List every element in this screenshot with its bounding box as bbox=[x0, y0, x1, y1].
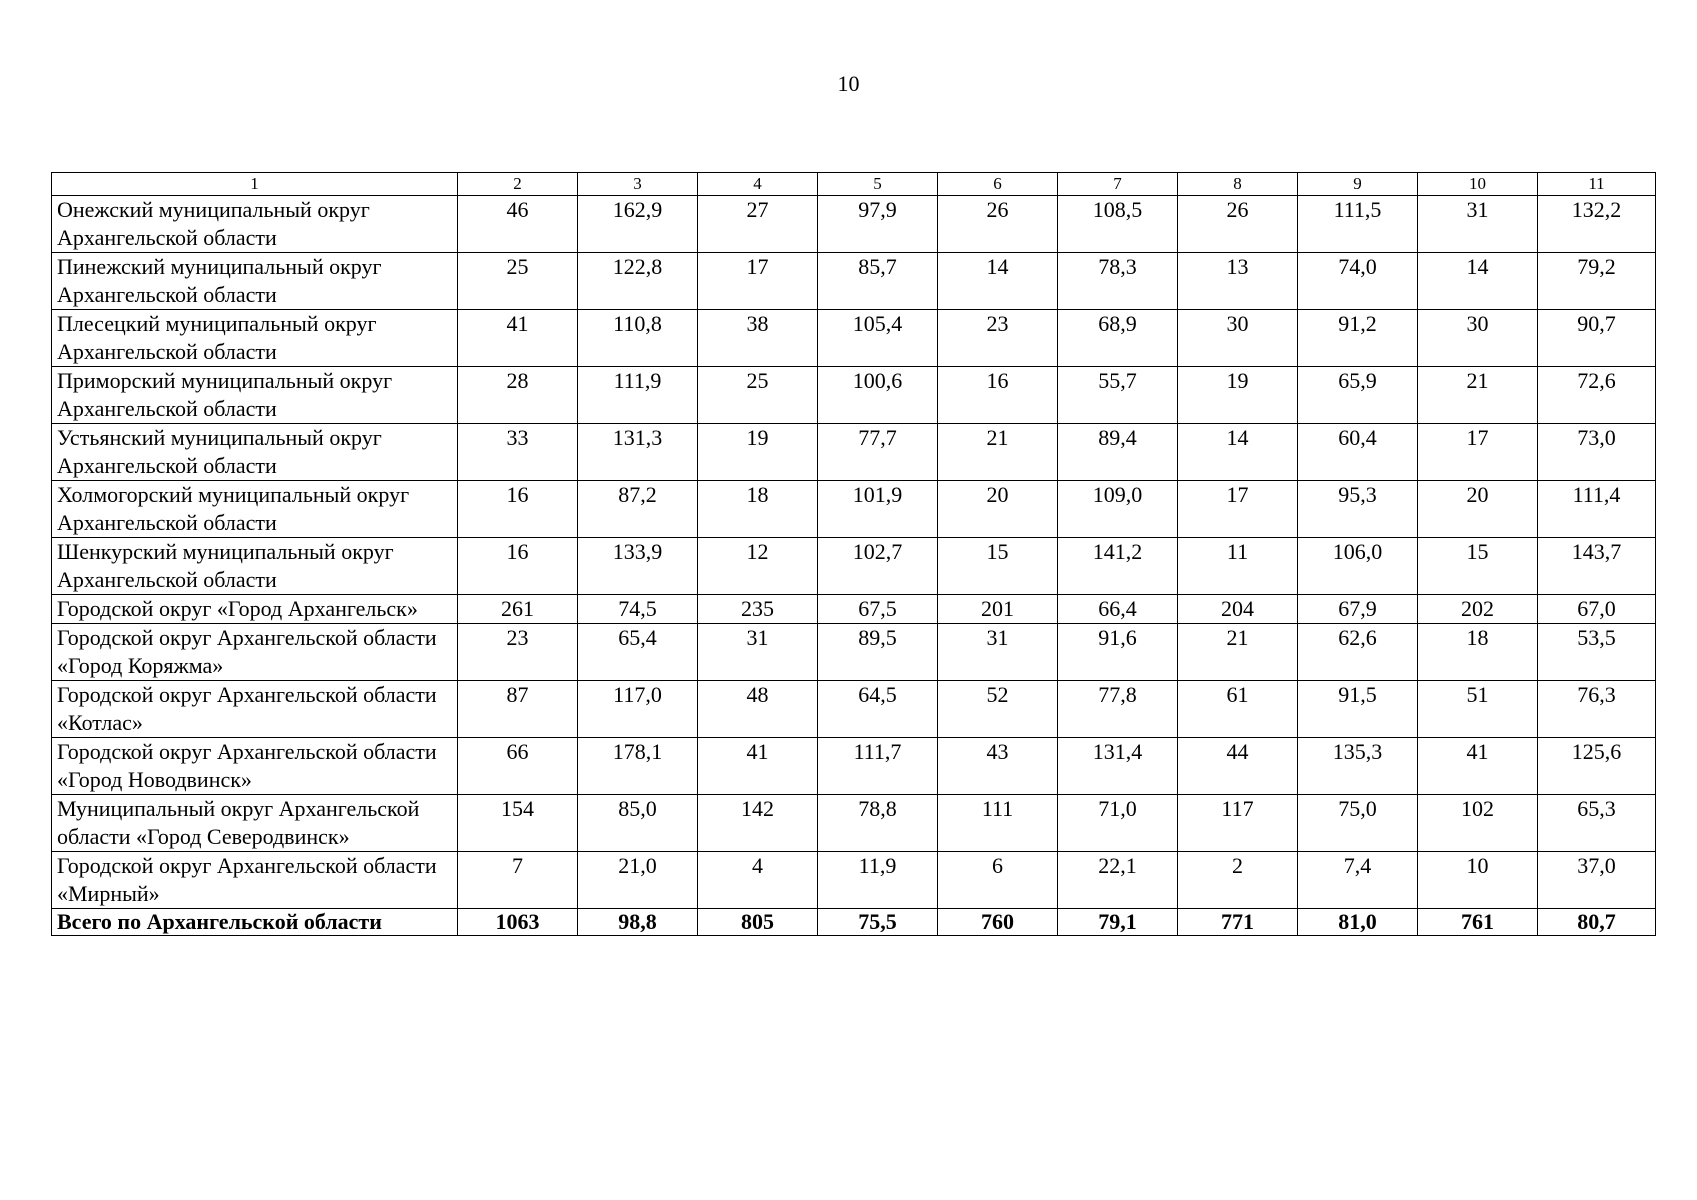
value-cell: 17 bbox=[1418, 424, 1538, 481]
value-cell: 15 bbox=[938, 538, 1058, 595]
value-cell: 68,9 bbox=[1058, 310, 1178, 367]
value-cell: 71,0 bbox=[1058, 795, 1178, 852]
value-cell: 16 bbox=[938, 367, 1058, 424]
value-cell: 21,0 bbox=[578, 852, 698, 909]
value-cell: 61 bbox=[1178, 681, 1298, 738]
value-cell: 66,4 bbox=[1058, 595, 1178, 624]
district-name: Городской округ Архангельской области «Котлас» bbox=[52, 681, 458, 738]
total-label: Всего по Архангельской области bbox=[52, 909, 458, 936]
table-row bbox=[52, 424, 1656, 481]
value-cell: 33 bbox=[458, 424, 578, 481]
value-cell: 20 bbox=[938, 481, 1058, 538]
district-name: Пинежский муниципальный округ Архангельской области bbox=[52, 253, 458, 310]
column-number: 7 bbox=[1058, 173, 1178, 196]
value-cell: 11 bbox=[1178, 538, 1298, 595]
district-name: Шенкурский муниципальный округ Архангельской области bbox=[52, 538, 458, 595]
value-cell: 78,8 bbox=[818, 795, 938, 852]
total-value-cell: 761 bbox=[1418, 909, 1538, 936]
value-cell: 16 bbox=[458, 481, 578, 538]
column-number: 3 bbox=[578, 173, 698, 196]
value-cell: 125,6 bbox=[1538, 738, 1656, 795]
value-cell: 28 bbox=[458, 367, 578, 424]
value-cell: 201 bbox=[938, 595, 1058, 624]
district-name: Онежский муниципальный округ Архангельской области bbox=[52, 196, 458, 253]
total-value-cell: 79,1 bbox=[1058, 909, 1178, 936]
column-number: 4 bbox=[698, 173, 818, 196]
total-value-cell: 75,5 bbox=[818, 909, 938, 936]
value-cell: 87 bbox=[458, 681, 578, 738]
value-cell: 14 bbox=[938, 253, 1058, 310]
table-body bbox=[52, 196, 1656, 936]
value-cell: 46 bbox=[458, 196, 578, 253]
value-cell: 65,4 bbox=[578, 624, 698, 681]
value-cell: 204 bbox=[1178, 595, 1298, 624]
table-row bbox=[52, 681, 1656, 738]
value-cell: 25 bbox=[698, 367, 818, 424]
total-value-cell: 760 bbox=[938, 909, 1058, 936]
value-cell: 19 bbox=[698, 424, 818, 481]
column-number: 10 bbox=[1418, 173, 1538, 196]
column-number-row bbox=[52, 173, 1656, 196]
value-cell: 66 bbox=[458, 738, 578, 795]
value-cell: 31 bbox=[938, 624, 1058, 681]
value-cell: 22,1 bbox=[1058, 852, 1178, 909]
value-cell: 53,5 bbox=[1538, 624, 1656, 681]
value-cell: 133,9 bbox=[578, 538, 698, 595]
value-cell: 30 bbox=[1178, 310, 1298, 367]
value-cell: 55,7 bbox=[1058, 367, 1178, 424]
district-name: Холмогорский муниципальный округ Архангельской области bbox=[52, 481, 458, 538]
value-cell: 48 bbox=[698, 681, 818, 738]
value-cell: 102,7 bbox=[818, 538, 938, 595]
column-number: 9 bbox=[1298, 173, 1418, 196]
value-cell: 135,3 bbox=[1298, 738, 1418, 795]
value-cell: 51 bbox=[1418, 681, 1538, 738]
value-cell: 78,3 bbox=[1058, 253, 1178, 310]
value-cell: 110,8 bbox=[578, 310, 698, 367]
value-cell: 117,0 bbox=[578, 681, 698, 738]
district-name: Городской округ Архангельской области «Мирный» bbox=[52, 852, 458, 909]
total-value-cell: 80,7 bbox=[1538, 909, 1656, 936]
value-cell: 31 bbox=[698, 624, 818, 681]
value-cell: 261 bbox=[458, 595, 578, 624]
table-row bbox=[52, 481, 1656, 538]
district-name: Муниципальный округ Архангельской области «Город Северодвинск» bbox=[52, 795, 458, 852]
table-row bbox=[52, 624, 1656, 681]
district-name: Городской округ «Город Архангельск» bbox=[52, 595, 458, 624]
value-cell: 17 bbox=[698, 253, 818, 310]
table-row bbox=[52, 253, 1656, 310]
value-cell: 202 bbox=[1418, 595, 1538, 624]
value-cell: 111,5 bbox=[1298, 196, 1418, 253]
value-cell: 109,0 bbox=[1058, 481, 1178, 538]
value-cell: 67,0 bbox=[1538, 595, 1656, 624]
value-cell: 72,6 bbox=[1538, 367, 1656, 424]
value-cell: 106,0 bbox=[1298, 538, 1418, 595]
value-cell: 41 bbox=[1418, 738, 1538, 795]
value-cell: 97,9 bbox=[818, 196, 938, 253]
value-cell: 89,4 bbox=[1058, 424, 1178, 481]
value-cell: 2 bbox=[1178, 852, 1298, 909]
value-cell: 21 bbox=[938, 424, 1058, 481]
district-name: Плесецкий муниципальный округ Архангельской области bbox=[52, 310, 458, 367]
value-cell: 89,5 bbox=[818, 624, 938, 681]
value-cell: 65,3 bbox=[1538, 795, 1656, 852]
value-cell: 15 bbox=[1418, 538, 1538, 595]
value-cell: 30 bbox=[1418, 310, 1538, 367]
value-cell: 21 bbox=[1178, 624, 1298, 681]
statistics-table bbox=[51, 172, 1656, 936]
total-row bbox=[52, 909, 1656, 936]
district-name: Приморский муниципальный округ Архангельской области bbox=[52, 367, 458, 424]
value-cell: 41 bbox=[698, 738, 818, 795]
value-cell: 91,6 bbox=[1058, 624, 1178, 681]
value-cell: 178,1 bbox=[578, 738, 698, 795]
value-cell: 26 bbox=[938, 196, 1058, 253]
value-cell: 111,7 bbox=[818, 738, 938, 795]
value-cell: 20 bbox=[1418, 481, 1538, 538]
table-row bbox=[52, 795, 1656, 852]
table-row bbox=[52, 852, 1656, 909]
value-cell: 60,4 bbox=[1298, 424, 1418, 481]
value-cell: 111,4 bbox=[1538, 481, 1656, 538]
value-cell: 41 bbox=[458, 310, 578, 367]
value-cell: 4 bbox=[698, 852, 818, 909]
table-row bbox=[52, 310, 1656, 367]
value-cell: 76,3 bbox=[1538, 681, 1656, 738]
value-cell: 91,5 bbox=[1298, 681, 1418, 738]
value-cell: 142 bbox=[698, 795, 818, 852]
value-cell: 26 bbox=[1178, 196, 1298, 253]
value-cell: 87,2 bbox=[578, 481, 698, 538]
page-number: 10 bbox=[837, 71, 860, 96]
value-cell: 12 bbox=[698, 538, 818, 595]
column-number: 11 bbox=[1538, 173, 1656, 196]
table-row bbox=[52, 538, 1656, 595]
value-cell: 91,2 bbox=[1298, 310, 1418, 367]
value-cell: 13 bbox=[1178, 253, 1298, 310]
value-cell: 132,2 bbox=[1538, 196, 1656, 253]
value-cell: 37,0 bbox=[1538, 852, 1656, 909]
value-cell: 38 bbox=[698, 310, 818, 367]
value-cell: 67,5 bbox=[818, 595, 938, 624]
value-cell: 25 bbox=[458, 253, 578, 310]
value-cell: 101,9 bbox=[818, 481, 938, 538]
value-cell: 44 bbox=[1178, 738, 1298, 795]
value-cell: 67,9 bbox=[1298, 595, 1418, 624]
value-cell: 117 bbox=[1178, 795, 1298, 852]
value-cell: 74,0 bbox=[1298, 253, 1418, 310]
value-cell: 18 bbox=[1418, 624, 1538, 681]
value-cell: 23 bbox=[458, 624, 578, 681]
value-cell: 64,5 bbox=[818, 681, 938, 738]
value-cell: 14 bbox=[1418, 253, 1538, 310]
district-name: Устьянский муниципальный округ Архангельской области bbox=[52, 424, 458, 481]
value-cell: 154 bbox=[458, 795, 578, 852]
value-cell: 7,4 bbox=[1298, 852, 1418, 909]
value-cell: 27 bbox=[698, 196, 818, 253]
total-value-cell: 771 bbox=[1178, 909, 1298, 936]
total-value-cell: 81,0 bbox=[1298, 909, 1418, 936]
value-cell: 122,8 bbox=[578, 253, 698, 310]
value-cell: 105,4 bbox=[818, 310, 938, 367]
value-cell: 23 bbox=[938, 310, 1058, 367]
column-number: 6 bbox=[938, 173, 1058, 196]
value-cell: 73,0 bbox=[1538, 424, 1656, 481]
value-cell: 17 bbox=[1178, 481, 1298, 538]
value-cell: 111 bbox=[938, 795, 1058, 852]
value-cell: 131,3 bbox=[578, 424, 698, 481]
table-row bbox=[52, 595, 1656, 624]
value-cell: 111,9 bbox=[578, 367, 698, 424]
column-number: 1 bbox=[52, 173, 458, 196]
value-cell: 18 bbox=[698, 481, 818, 538]
value-cell: 102 bbox=[1418, 795, 1538, 852]
value-cell: 52 bbox=[938, 681, 1058, 738]
table-row bbox=[52, 738, 1656, 795]
value-cell: 131,4 bbox=[1058, 738, 1178, 795]
value-cell: 6 bbox=[938, 852, 1058, 909]
value-cell: 79,2 bbox=[1538, 253, 1656, 310]
district-name: Городской округ Архангельской области «Город Коряжма» bbox=[52, 624, 458, 681]
value-cell: 43 bbox=[938, 738, 1058, 795]
value-cell: 85,7 bbox=[818, 253, 938, 310]
value-cell: 62,6 bbox=[1298, 624, 1418, 681]
value-cell: 77,8 bbox=[1058, 681, 1178, 738]
value-cell: 141,2 bbox=[1058, 538, 1178, 595]
value-cell: 143,7 bbox=[1538, 538, 1656, 595]
table-row bbox=[52, 196, 1656, 253]
value-cell: 100,6 bbox=[818, 367, 938, 424]
value-cell: 85,0 bbox=[578, 795, 698, 852]
total-value-cell: 1063 bbox=[458, 909, 578, 936]
value-cell: 11,9 bbox=[818, 852, 938, 909]
value-cell: 31 bbox=[1418, 196, 1538, 253]
column-number: 2 bbox=[458, 173, 578, 196]
value-cell: 95,3 bbox=[1298, 481, 1418, 538]
value-cell: 74,5 bbox=[578, 595, 698, 624]
total-value-cell: 98,8 bbox=[578, 909, 698, 936]
value-cell: 14 bbox=[1178, 424, 1298, 481]
table-row bbox=[52, 367, 1656, 424]
value-cell: 16 bbox=[458, 538, 578, 595]
value-cell: 235 bbox=[698, 595, 818, 624]
district-name: Городской округ Архангельской области «Город Новодвинск» bbox=[52, 738, 458, 795]
value-cell: 10 bbox=[1418, 852, 1538, 909]
value-cell: 90,7 bbox=[1538, 310, 1656, 367]
value-cell: 162,9 bbox=[578, 196, 698, 253]
value-cell: 7 bbox=[458, 852, 578, 909]
value-cell: 65,9 bbox=[1298, 367, 1418, 424]
value-cell: 19 bbox=[1178, 367, 1298, 424]
total-value-cell: 805 bbox=[698, 909, 818, 936]
value-cell: 108,5 bbox=[1058, 196, 1178, 253]
column-number: 8 bbox=[1178, 173, 1298, 196]
column-number: 5 bbox=[818, 173, 938, 196]
value-cell: 77,7 bbox=[818, 424, 938, 481]
value-cell: 75,0 bbox=[1298, 795, 1418, 852]
value-cell: 21 bbox=[1418, 367, 1538, 424]
